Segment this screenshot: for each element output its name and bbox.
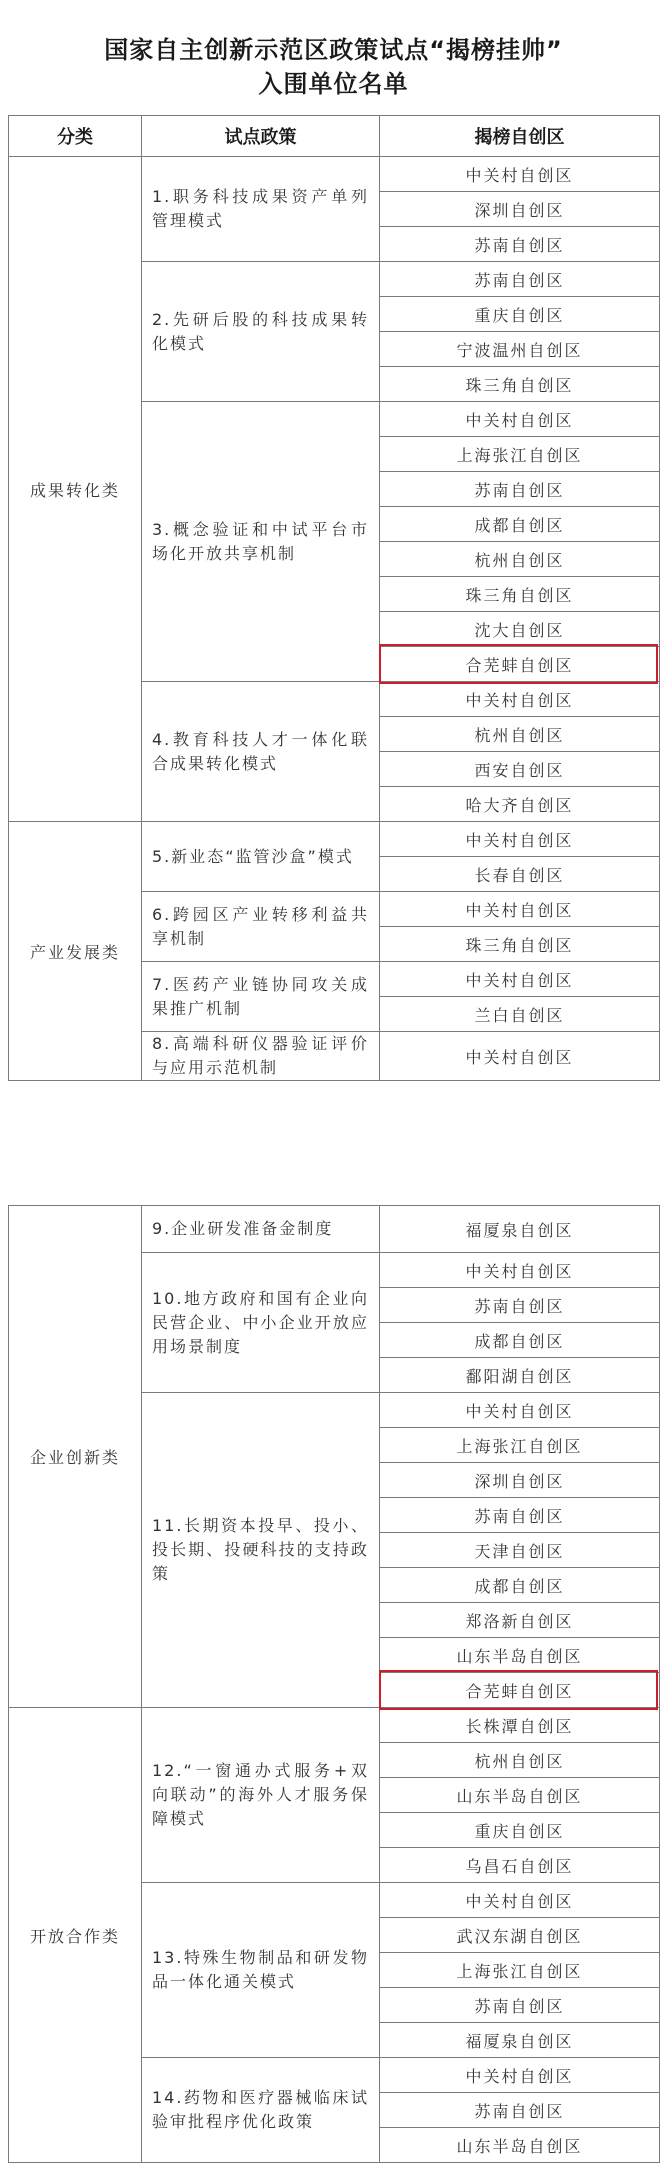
zone-cell: 山东半岛自创区 bbox=[380, 1638, 660, 1673]
policy-cell: 4.教育科技人才一体化联合成果转化模式 bbox=[142, 682, 380, 822]
zone-cell: 中关村自创区 bbox=[380, 402, 660, 437]
policy-cell: 12.“一窗通办式服务+双向联动”的海外人才服务保障模式 bbox=[142, 1708, 380, 1883]
zone-cell-highlighted: 合芜蚌自创区 bbox=[380, 647, 660, 682]
shortlist-table-part-2 bbox=[8, 1205, 660, 2163]
zone-cell: 山东半岛自创区 bbox=[380, 1778, 660, 1813]
zone-cell: 上海张江自创区 bbox=[380, 1428, 660, 1463]
header-policy: 试点政策 bbox=[142, 116, 380, 157]
zone-cell: 宁波温州自创区 bbox=[380, 332, 660, 367]
policy-cell: 10.地方政府和国有企业向民营企业、中小企业开放应用场景制度 bbox=[142, 1253, 380, 1393]
zone-cell: 成都自创区 bbox=[380, 1323, 660, 1358]
policy-cell: 5.新业态“监管沙盒”模式 bbox=[142, 822, 380, 892]
zone-cell: 苏南自创区 bbox=[380, 472, 660, 507]
zone-cell: 鄱阳湖自创区 bbox=[380, 1358, 660, 1393]
table-header-row bbox=[9, 116, 660, 157]
page-subtitle: 入围单位名单 bbox=[258, 70, 409, 98]
policy-cell: 6.跨园区产业转移利益共享机制 bbox=[142, 892, 380, 962]
zone-cell: 珠三角自创区 bbox=[380, 927, 660, 962]
policy-cell: 3.概念验证和中试平台市场化开放共享机制 bbox=[142, 402, 380, 682]
category-cell: 成果转化类 bbox=[9, 157, 142, 822]
zone-cell: 长株潭自创区 bbox=[380, 1708, 660, 1743]
zone-cell: 珠三角自创区 bbox=[380, 367, 660, 402]
zone-cell: 深圳自创区 bbox=[380, 1463, 660, 1498]
zone-cell: 重庆自创区 bbox=[380, 1813, 660, 1848]
zone-cell: 苏南自创区 bbox=[380, 1498, 660, 1533]
zone-cell: 重庆自创区 bbox=[380, 297, 660, 332]
zone-cell: 乌昌石自创区 bbox=[380, 1848, 660, 1883]
policy-cell: 1.职务科技成果资产单列管理模式 bbox=[142, 157, 380, 262]
zone-cell: 兰白自创区 bbox=[380, 997, 660, 1032]
zone-cell: 杭州自创区 bbox=[380, 717, 660, 752]
zone-cell: 珠三角自创区 bbox=[380, 577, 660, 612]
zone-cell: 沈大自创区 bbox=[380, 612, 660, 647]
zone-cell: 杭州自创区 bbox=[380, 542, 660, 577]
category-cell: 开放合作类 bbox=[9, 1708, 142, 2163]
zone-cell: 长春自创区 bbox=[380, 857, 660, 892]
zone-cell: 中关村自创区 bbox=[380, 1393, 660, 1428]
zone-cell: 西安自创区 bbox=[380, 752, 660, 787]
zone-cell: 中关村自创区 bbox=[380, 962, 660, 997]
policy-cell: 14.药物和医疗器械临床试验审批程序优化政策 bbox=[142, 2058, 380, 2163]
table-row bbox=[9, 157, 660, 192]
zone-cell: 上海张江自创区 bbox=[380, 437, 660, 472]
zone-cell: 福厦泉自创区 bbox=[380, 2023, 660, 2058]
zone-cell: 中关村自创区 bbox=[380, 2058, 660, 2093]
zone-cell: 苏南自创区 bbox=[380, 227, 660, 262]
zone-cell: 中关村自创区 bbox=[380, 1032, 660, 1081]
zone-cell: 中关村自创区 bbox=[380, 822, 660, 857]
policy-cell: 2.先研后股的科技成果转化模式 bbox=[142, 262, 380, 402]
policy-cell: 9.企业研发准备金制度 bbox=[142, 1206, 380, 1253]
zone-cell: 苏南自创区 bbox=[380, 1988, 660, 2023]
zone-cell: 成都自创区 bbox=[380, 1568, 660, 1603]
table-row bbox=[9, 1708, 660, 1743]
page-title: 国家自主创新示范区政策试点“揭榜挂帅” bbox=[104, 36, 563, 64]
zone-cell: 杭州自创区 bbox=[380, 1743, 660, 1778]
zone-cell: 福厦泉自创区 bbox=[380, 1206, 660, 1253]
category-cell: 产业发展类 bbox=[9, 822, 142, 1081]
zone-cell: 深圳自创区 bbox=[380, 192, 660, 227]
policy-cell: 7.医药产业链协同攻关成果推广机制 bbox=[142, 962, 380, 1032]
zone-cell: 苏南自创区 bbox=[380, 262, 660, 297]
zone-cell: 哈大齐自创区 bbox=[380, 787, 660, 822]
header-category: 分类 bbox=[9, 116, 142, 157]
zone-cell: 中关村自创区 bbox=[380, 157, 660, 192]
table-row bbox=[9, 1206, 660, 1253]
zone-cell: 中关村自创区 bbox=[380, 1883, 660, 1918]
header-zone: 揭榜自创区 bbox=[380, 116, 660, 157]
zone-cell: 天津自创区 bbox=[380, 1533, 660, 1568]
zone-cell: 中关村自创区 bbox=[380, 682, 660, 717]
zone-cell: 苏南自创区 bbox=[380, 1288, 660, 1323]
policy-cell: 11.长期资本投早、投小、投长期、投硬科技的支持政策 bbox=[142, 1393, 380, 1708]
zone-cell-highlighted: 合芜蚌自创区 bbox=[380, 1673, 660, 1708]
zone-cell: 成都自创区 bbox=[380, 507, 660, 542]
zone-cell: 山东半岛自创区 bbox=[380, 2128, 660, 2163]
shortlist-table-part-1 bbox=[8, 115, 660, 1081]
table-row bbox=[9, 822, 660, 857]
zone-cell: 中关村自创区 bbox=[380, 1253, 660, 1288]
zone-cell: 武汉东湖自创区 bbox=[380, 1918, 660, 1953]
zone-cell: 郑洛新自创区 bbox=[380, 1603, 660, 1638]
policy-cell: 8.高端科研仪器验证评价与应用示范机制 bbox=[142, 1032, 380, 1081]
zone-cell: 苏南自创区 bbox=[380, 2093, 660, 2128]
category-cell: 企业创新类 bbox=[9, 1206, 142, 1708]
zone-cell: 上海张江自创区 bbox=[380, 1953, 660, 1988]
zone-cell: 中关村自创区 bbox=[380, 892, 660, 927]
policy-cell: 13.特殊生物制品和研发物品一体化通关模式 bbox=[142, 1883, 380, 2058]
